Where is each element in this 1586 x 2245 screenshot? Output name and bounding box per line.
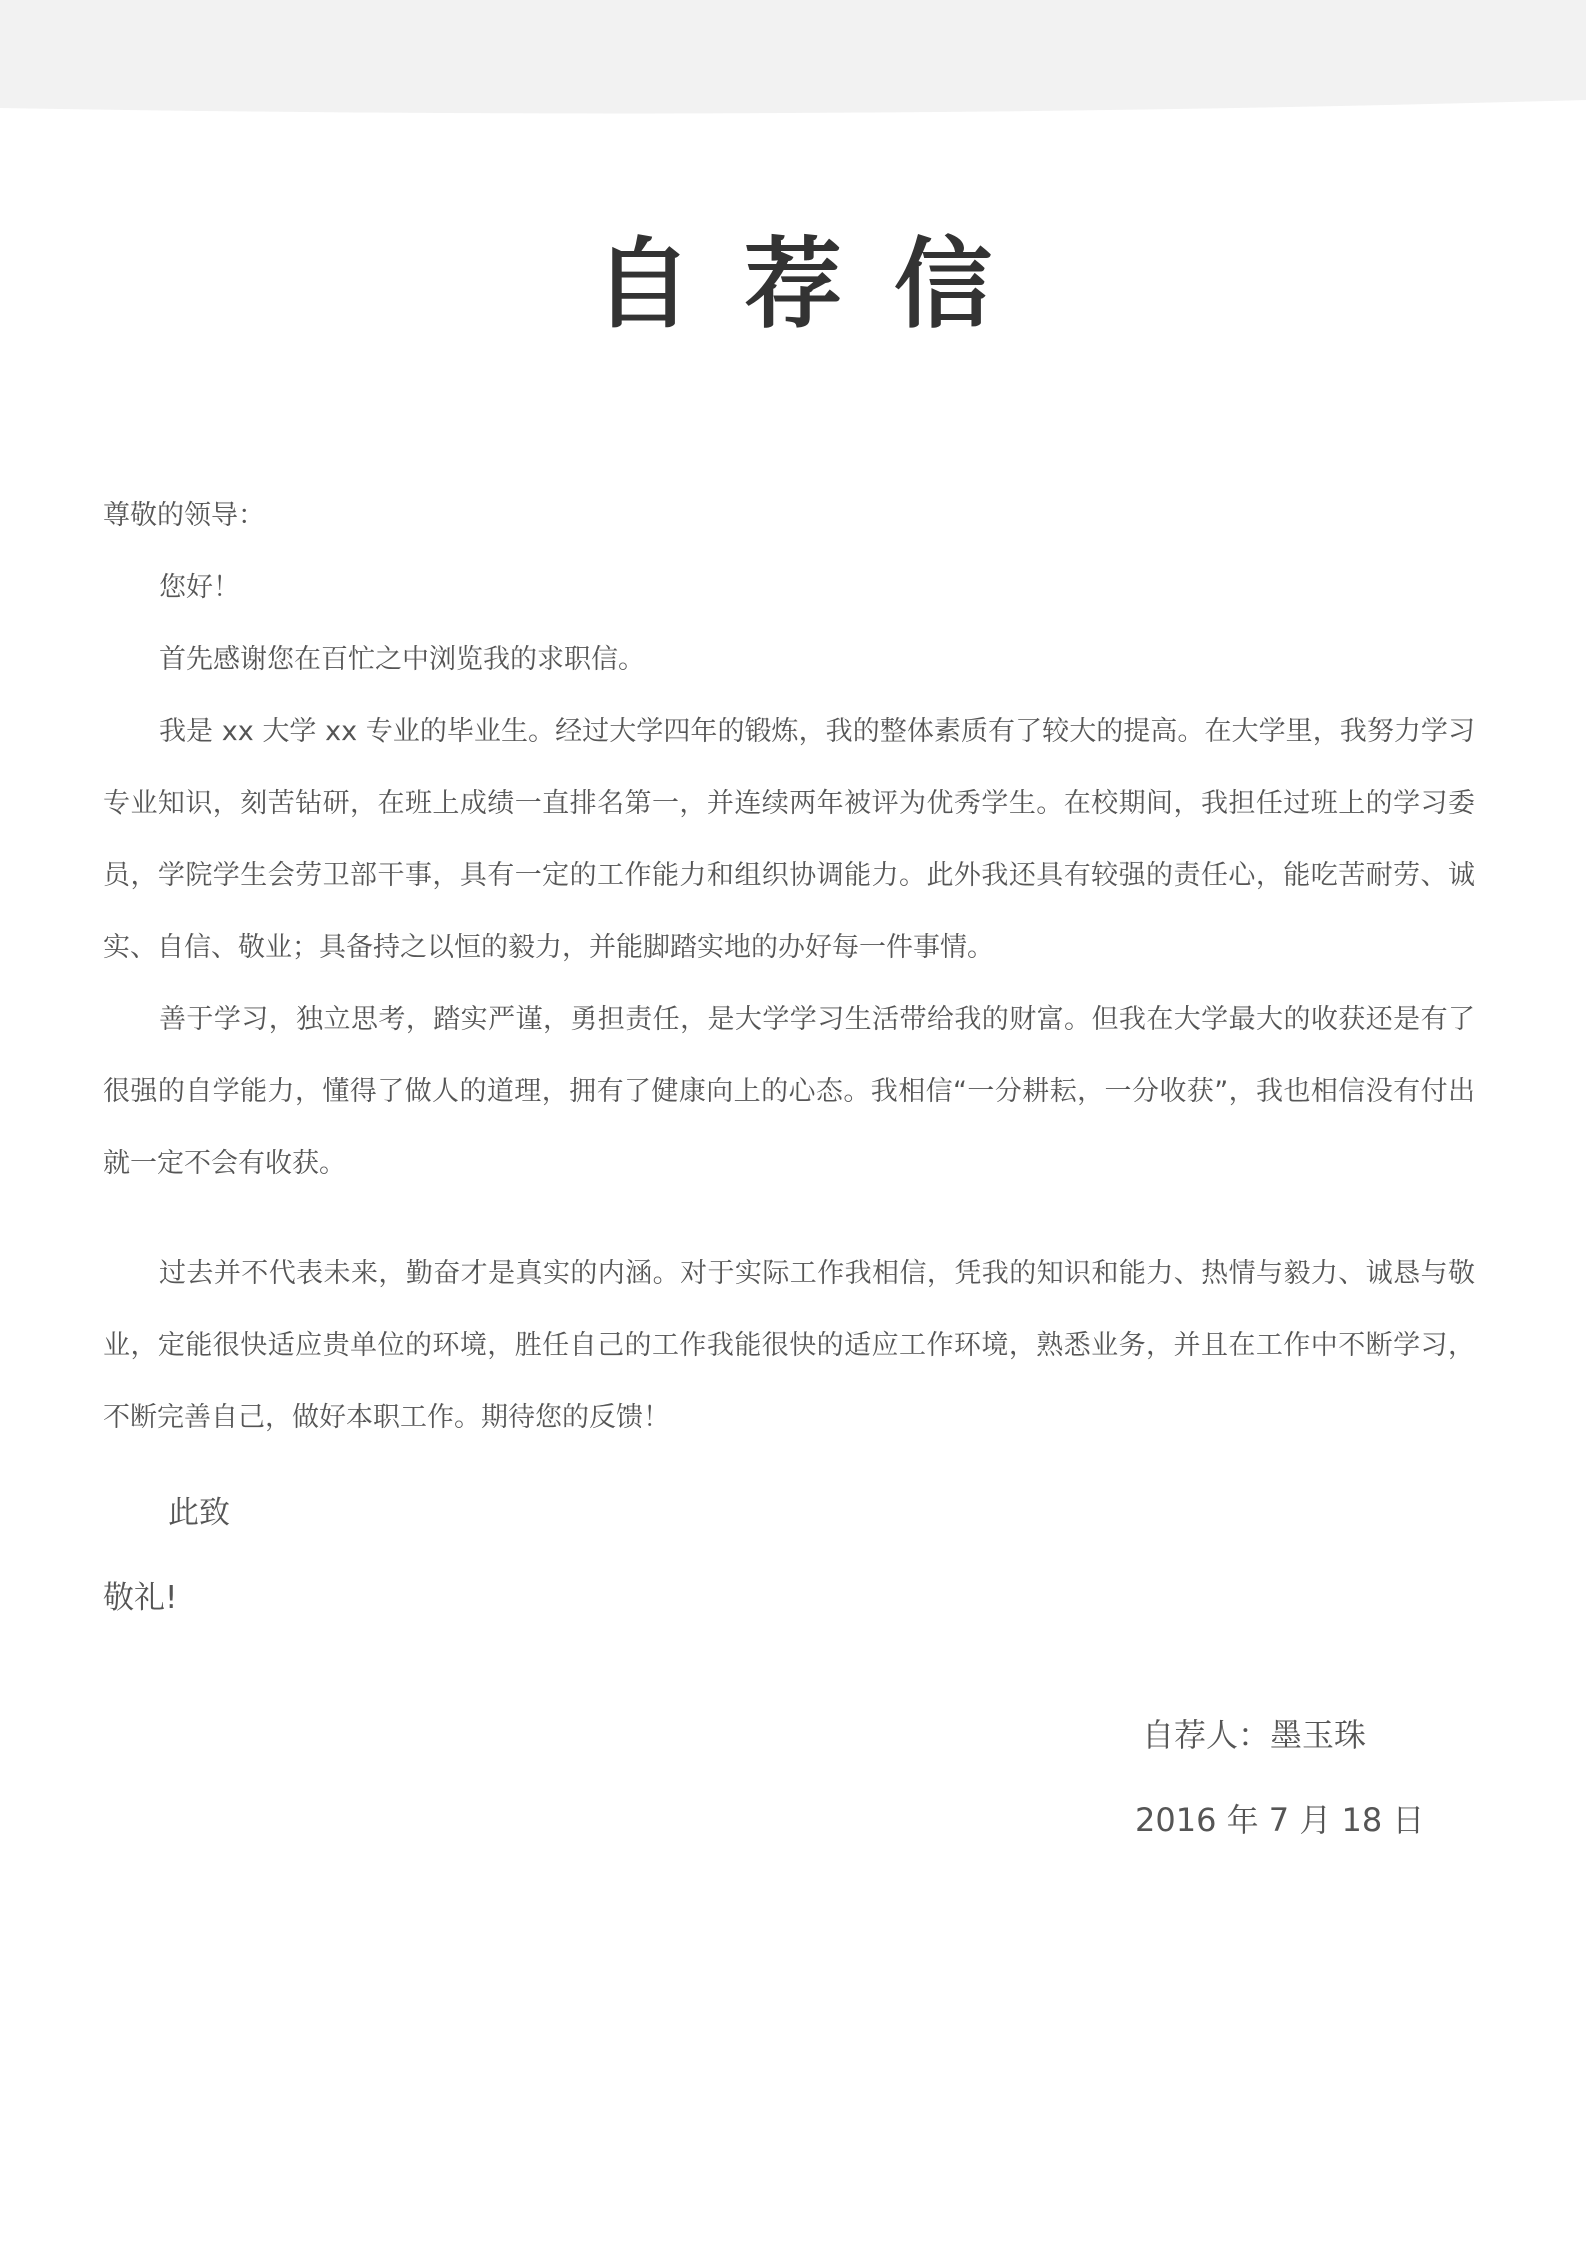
- paragraph-3: 善于学习，独立思考，踏实严谨，勇担责任，是大学学习生活带给我的财富。但我在大学最大的收获还是有了很强的自学能力，懂得了做人的道理，拥有了健康向上的心态。我相信“一分耕耘，一分收获”，我也相信没有付出就一定不会有收获。: [103, 1004, 1475, 1179]
- header-band: [0, 0, 1586, 130]
- letter-date: 2016 年 7 月 18 日: [1135, 1801, 1425, 1839]
- page-title: 自荐信: [593, 227, 1044, 342]
- greeting: 您好！: [159, 572, 240, 603]
- closing-line-1: 此致: [168, 1495, 230, 1531]
- salutation: 尊敬的领导：: [103, 500, 265, 531]
- paragraph-2: 我是 xx 大学 xx 专业的毕业生。经过大学四年的锻炼，我的整体素质有了较大的提高。在大学里，我努力学习专业知识，刻苦钻研，在班上成绩一直排名第一，并连续两年被评为优秀学生。在校期间，我担任过班上的学习委员，学院学生会劳卫部干事，具有一定的工作能力和组织协调能力。此外我还具有较强的责任心，能吃苦耐劳、诚实、自信、敬业；具备持之以恒的毅力，并能脚踏实地的办好每一件事情。: [103, 716, 1475, 963]
- closing-line-2: 敬礼!: [103, 1580, 178, 1616]
- paragraph-1: 首先感谢您在百忙之中浏览我的求职信。: [159, 644, 645, 675]
- signature: 自荐人：墨玉珠: [1142, 1716, 1367, 1754]
- letter-body: [103, 480, 1475, 1454]
- paragraph-4: 过去并不代表未来，勤奋才是真实的内涵。对于实际工作我相信，凭我的知识和能力、热情与毅力、诚恳与敬业，定能很快适应贵单位的环境，胜任自己的工作我能很快的适应工作环境，熟悉业务，并且在工作中不断学习，不断完善自己，做好本职工作。期待您的反馈！: [103, 1258, 1475, 1433]
